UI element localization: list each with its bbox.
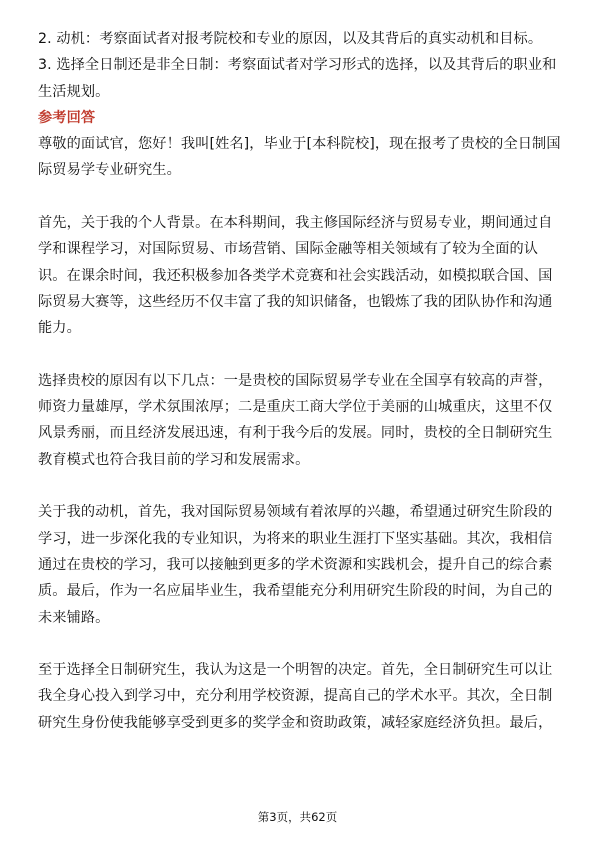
text-line: 际贸易大赛等，这些经历不仅丰富了我的知识储备，也锻炼了我的团队协作和沟通 (38, 293, 553, 310)
text-line: 师资力量雄厚，学术氛围浓厚；二是重庆工商大学位于美丽的山城重庆，这里不仅 (38, 399, 553, 416)
text-line: 学和课程学习，对国际贸易、市场营销、国际金融等相关领域有了较为全面的认 (38, 241, 539, 258)
text-line: 能力。 (38, 320, 81, 337)
text-line: 选择贵校的原因有以下几点：一是贵校的国际贸易学专业在全国享有较高的声誉， (38, 372, 553, 389)
text-line: 至于选择全日制研究生，我认为这是一个明智的决定。首先，全日制研究生可以让 (38, 662, 553, 679)
paragraph-gap (38, 184, 558, 210)
text-line: 际贸易学专业研究生。 (38, 162, 181, 179)
text-line: 我全身心投入到学习中，充分利用学校资源，提高自己的学术水平。其次，全日制 (38, 688, 553, 705)
text-line: 尊敬的面试官，您好！我叫[姓名]，毕业于[本科院校]，现在报考了贵校的全日制国 (38, 136, 561, 153)
paragraph-gap (38, 473, 558, 499)
text-line: 教育模式也符合我目前的学习和发展需求。 (38, 451, 310, 468)
text-line: 3. 选择全日制还是非全日制：考察面试者对学习形式的选择，以及其背后的职业和 (38, 57, 557, 74)
text-line: 关于我的动机，首先，我对国际贸易领域有着浓厚的兴趣，希望通过研究生阶段的 (38, 504, 553, 521)
text-line: 未来铺路。 (38, 609, 110, 626)
text-line: 首先，关于我的个人背景。在本科期间，我主修国际经济与贸易专业，期间通过自 (38, 215, 553, 232)
paragraph-gap (38, 631, 558, 657)
page-content (38, 26, 561, 736)
text-line: 识。在课余时间，我还积极参加各类学术竞赛和社会实践活动，如模拟联合国、国 (38, 267, 553, 284)
text-line: 质。最后，作为一名应届毕业生，我希望能充分利用研究生阶段的时间，为自己的 (38, 583, 553, 600)
text-line: 2. 动机：考察面试者对报考院校和专业的原因，以及其背后的真实动机和目标。 (38, 31, 543, 47)
text-line: 生活规划。 (38, 83, 110, 100)
text-line: 学习，进一步深化我的专业知识，为将来的职业生涯打下坚实基础。其次，我相信 (38, 530, 553, 547)
paragraph-gap (38, 342, 558, 368)
text-line: 研究生身份使我能够享受到更多的奖学金和资助政策，减轻家庭经济负担。最后， (38, 714, 553, 731)
text-line: 通过在贵校的学习，我可以接触到更多的学术资源和实践机会，提升自己的综合素 (38, 556, 553, 573)
page-number: 第3页，共62页 (257, 810, 338, 824)
text-line: 风景秀丽，而且经济发展迅速，有利于我今后的发展。同时，贵校的全日制研究生 (38, 425, 553, 442)
section-heading: 参考回答 (38, 109, 96, 126)
